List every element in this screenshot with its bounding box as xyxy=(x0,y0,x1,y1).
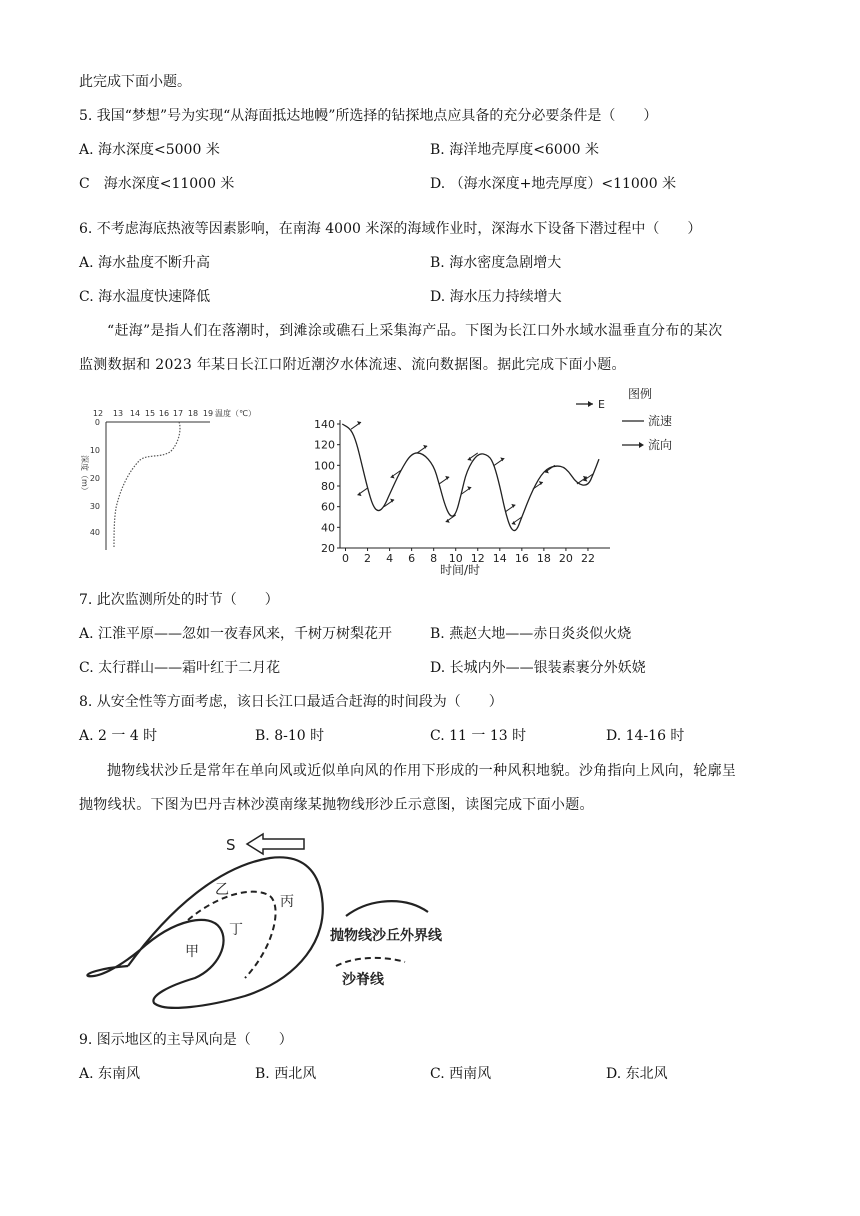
x-tick-label: 22 xyxy=(580,552,595,565)
question-7-option-a[interactable]: A. 江淮平原——忽如一夜春风来，千树万树梨花开 xyxy=(79,626,393,642)
legend-speed-label: 流速 xyxy=(648,414,673,428)
temperature-curve xyxy=(114,422,180,548)
temperature-axis-label: 温度（℃） xyxy=(215,409,256,418)
question-6-option-c[interactable]: C. 海水温度快速降低 xyxy=(79,289,211,305)
question-8-option-c[interactable]: C. 11 一 13 时 xyxy=(430,728,527,744)
temperature-ticks xyxy=(93,409,213,418)
x-tick-label: 6 xyxy=(408,552,416,565)
question-8-stem: 8. 从安全性等方面考虑，该日长江口最适合赶海的时间段为（ ） xyxy=(79,694,503,710)
x-tick-label: 2 xyxy=(364,552,372,565)
depth-tick-30: 30 xyxy=(89,502,100,511)
south-label: S xyxy=(226,836,236,854)
question-5-option-c[interactable]: C 海水深度<11000 米 xyxy=(79,176,235,192)
question-7-option-c[interactable]: C. 太行群山——霜叶红于二月花 xyxy=(79,660,281,676)
depth-tick-10: 10 xyxy=(89,446,100,455)
passage-2-line-2: 监测数据和 2023 年某日长江口附近潮汐水体流速、流向数据图。据此完成下面小题。 xyxy=(79,357,626,373)
question-9-stem: 9. 图示地区的主导风向是（ ） xyxy=(79,1032,293,1048)
south-wind-arrow xyxy=(247,834,304,854)
y-tick-label: 20 xyxy=(321,542,335,555)
temp-tick-17: 17 xyxy=(172,409,184,418)
x-tick-label: 14 xyxy=(492,552,507,565)
passage-3-line-1: 抛物线状沙丘是常年在单向风或近似单向风的作用下形成的一种风积地貌。沙角指向上风向，轮廓呈 xyxy=(107,763,737,779)
flow-direction-arrows xyxy=(351,421,593,525)
question-9-option-d[interactable]: D. 东北风 xyxy=(606,1066,668,1082)
question-6-option-d[interactable]: D. 海水压力持续增大 xyxy=(430,289,562,305)
legend-direction-label: 流向 xyxy=(648,438,673,452)
temp-tick-15: 15 xyxy=(144,409,156,418)
depth-ticks xyxy=(90,418,100,537)
depth-tick-0: 0 xyxy=(94,418,100,427)
temp-tick-14: 14 xyxy=(129,409,141,418)
x-tick-label: 16 xyxy=(514,552,529,565)
legend-direction-arrowhead xyxy=(639,442,644,448)
x-tick-label: 18 xyxy=(536,552,551,565)
question-8-option-b[interactable]: B. 8-10 时 xyxy=(255,728,325,744)
question-8-option-d[interactable]: D. 14-16 时 xyxy=(606,728,685,744)
tide-legend xyxy=(576,388,672,452)
flow-speed-curve xyxy=(342,424,599,531)
temp-tick-19: 19 xyxy=(202,409,214,418)
legend-title: 图例 xyxy=(628,388,653,401)
temp-tick-18: 18 xyxy=(187,409,199,418)
legend-east-label: E xyxy=(598,398,605,411)
passage-2-line-1: “赶海”是指人们在落潮时，到滩涂或礁石上采集海产品。下图为长江口外水域水温垂直分布的某次 xyxy=(107,323,723,339)
x-tick-label: 0 xyxy=(342,552,350,565)
temp-tick-12: 12 xyxy=(92,409,104,418)
legend-sand-ridge-sample xyxy=(336,958,405,966)
question-5-option-a[interactable]: A. 海水深度<5000 米 xyxy=(79,142,220,158)
y-tick-label: 120 xyxy=(314,438,335,452)
y-tick-label: 60 xyxy=(321,500,335,514)
temp-tick-13: 13 xyxy=(112,409,124,418)
x-tick-label: 8 xyxy=(430,552,438,565)
question-7-stem: 7. 此次监测所处的时节（ ） xyxy=(79,592,279,608)
question-9-option-c[interactable]: C. 西南风 xyxy=(430,1066,492,1082)
zone-bing-label: 丙 xyxy=(280,894,294,910)
question-9-option-a[interactable]: A. 东南风 xyxy=(79,1066,141,1082)
passage-3-line-2: 抛物线状。下图为巴丹吉林沙漠南缘某抛物线形沙丘示意图，读图完成下面小题。 xyxy=(79,797,594,813)
depth-axis-label: 深度（m） xyxy=(80,455,89,495)
zone-jia-label: 甲 xyxy=(185,944,199,960)
x-tick-label: 4 xyxy=(386,552,394,565)
dune-outer-boundary xyxy=(87,857,322,1008)
x-tick-label: 10 xyxy=(448,552,463,565)
x-tick-label: 12 xyxy=(470,552,485,565)
question-5-option-b[interactable]: B. 海洋地壳厚度<6000 米 xyxy=(430,142,599,158)
tide-axes xyxy=(340,420,610,548)
x-axis-label: 时间/时 xyxy=(439,563,481,577)
question-8-option-a[interactable]: A. 2 一 4 时 xyxy=(79,728,158,744)
legend-sand-ridge-label: 沙脊线 xyxy=(342,972,384,988)
question-5-option-d[interactable]: D. （海水深度+地壳厚度）<11000 米 xyxy=(430,176,677,192)
question-5-stem: 5. 我国“梦想”号为实现“从海面抵达地幔”所选择的钻探地点应具备的充分必要条件是（ ） xyxy=(79,108,658,124)
temperature-profile-figure xyxy=(70,400,285,560)
legend-outer-boundary-label: 抛物线沙丘外界线 xyxy=(330,928,442,944)
depth-tick-40: 40 xyxy=(89,528,100,537)
intro-tail: 此完成下面小题。 xyxy=(79,74,191,90)
tidal-flow-chart xyxy=(310,388,690,580)
zone-ding-label: 丁 xyxy=(229,922,243,938)
question-7-option-d[interactable]: D. 长城内外——银装素裹分外妖娆 xyxy=(430,660,646,676)
question-7-option-b[interactable]: B. 燕赵大地——赤日炎炎似火烧 xyxy=(430,626,632,642)
x-tick-label: 20 xyxy=(558,552,573,565)
question-6-option-a[interactable]: A. 海水盐度不断升高 xyxy=(79,255,211,271)
legend-outer-boundary-sample xyxy=(346,901,428,916)
temp-tick-16: 16 xyxy=(158,409,170,418)
y-tick-label: 80 xyxy=(321,480,335,493)
depth-tick-20: 20 xyxy=(89,474,100,483)
legend-east-arrowhead xyxy=(588,401,593,407)
dune-figure xyxy=(70,828,490,1024)
y-tick-label: 40 xyxy=(321,521,335,535)
y-tick-label: 140 xyxy=(314,418,335,431)
tide-y-ticks xyxy=(314,418,340,555)
question-6-option-b[interactable]: B. 海水密度急剧增大 xyxy=(430,255,562,271)
question-6-stem: 6. 不考虑海底热液等因素影响，在南海 4000 米深的海域作业时，深海水下设备下潜过程中（ ） xyxy=(79,221,702,237)
y-tick-label: 100 xyxy=(314,459,335,473)
question-9-option-b[interactable]: B. 西北风 xyxy=(255,1066,317,1082)
zone-yi-label: 乙 xyxy=(215,882,229,898)
